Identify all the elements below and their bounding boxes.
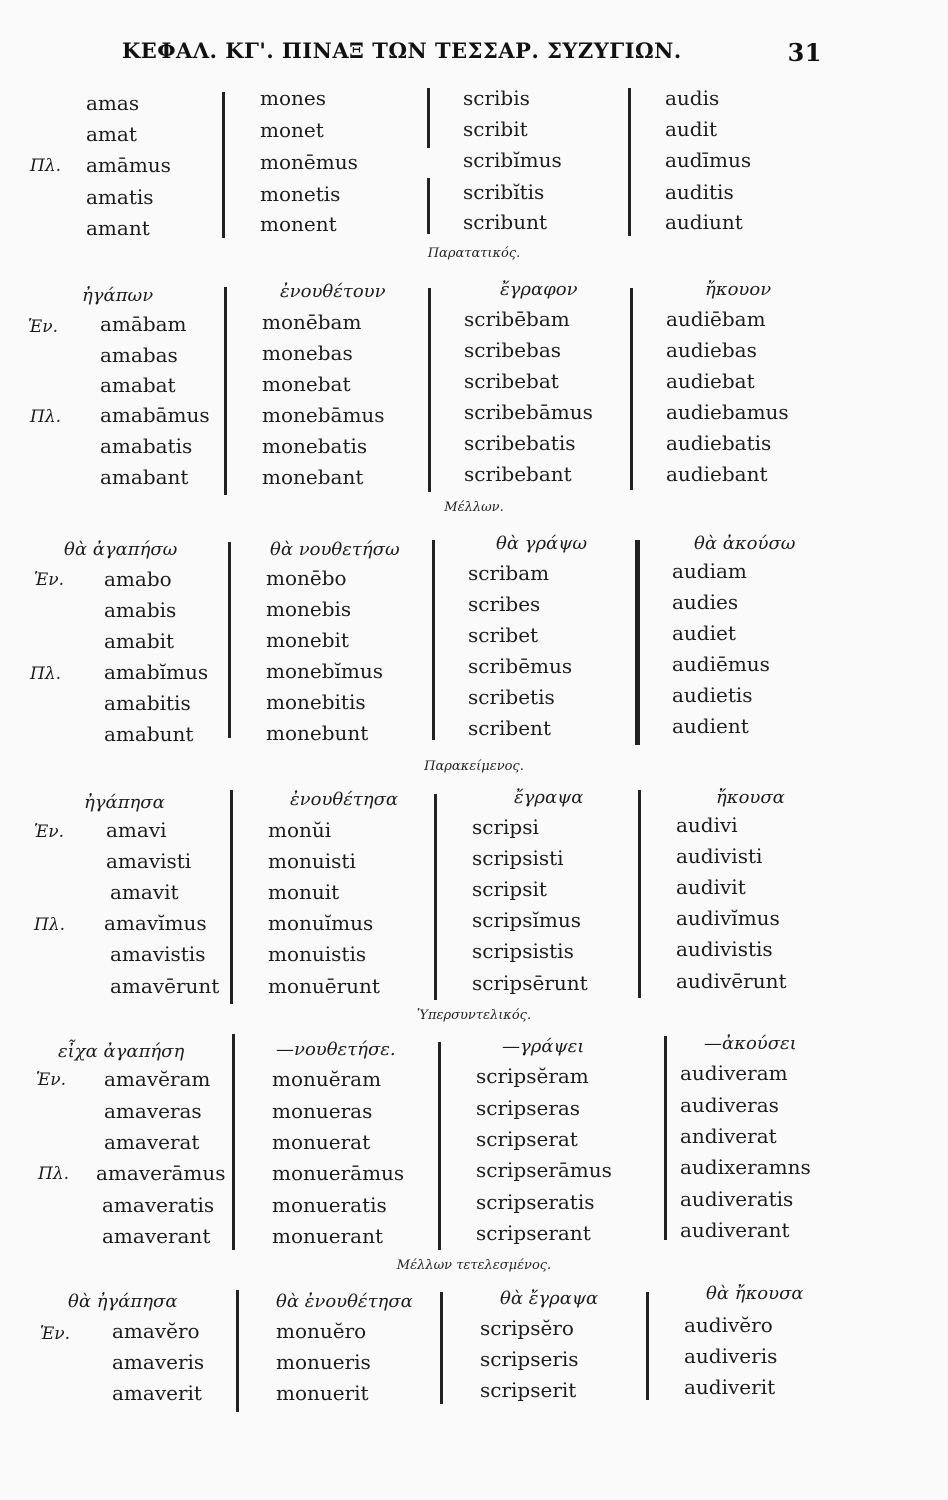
- word: audiveris: [684, 1344, 778, 1368]
- column-rule: [635, 540, 640, 745]
- word: amavĭmus: [104, 911, 207, 935]
- word: auditis: [665, 180, 734, 204]
- column-rule: [664, 1036, 667, 1240]
- word: monuerāmus: [272, 1161, 405, 1185]
- page-number: 31: [787, 38, 822, 67]
- word: monetis: [260, 182, 341, 206]
- word: monuisti: [268, 849, 356, 873]
- greek-gloss: εἶχα ἀγαπήση: [58, 1041, 185, 1062]
- word: amaveris: [112, 1350, 205, 1374]
- greek-gloss: θὰ ἤκουσα: [706, 1283, 804, 1304]
- column-rule: [427, 178, 430, 234]
- word: monŭi: [268, 818, 332, 842]
- word: monebāmus: [262, 403, 385, 427]
- word: monēbam: [262, 310, 362, 334]
- word: audivit: [676, 875, 746, 899]
- word: scribis: [463, 86, 530, 110]
- word: amaveratis: [102, 1193, 215, 1217]
- singular-label: Ἑν.: [34, 570, 65, 590]
- word: audiveratis: [680, 1187, 794, 1211]
- word: scribet: [468, 623, 539, 647]
- word: monuerit: [276, 1381, 369, 1405]
- section-title-future-perfect: Μέλλων τετελεσμένος.: [396, 1258, 552, 1273]
- word: scripserant: [476, 1221, 591, 1245]
- word: monueris: [276, 1350, 371, 1374]
- word: amabitis: [104, 691, 191, 715]
- greek-gloss: ἠγάπησα: [84, 792, 165, 813]
- greek-gloss: ἤκουσα: [716, 787, 785, 808]
- plural-label: Πλ.: [30, 664, 62, 684]
- section-title-future: Μέλλων.: [444, 500, 504, 515]
- word: scribebat: [464, 369, 559, 393]
- word: audies: [672, 590, 739, 614]
- word: audiunt: [665, 210, 743, 234]
- column-rule: [224, 287, 227, 495]
- word: scripseras: [476, 1096, 581, 1120]
- word: monēmus: [260, 150, 358, 174]
- word: amavisti: [106, 849, 192, 873]
- word: amabant: [100, 465, 189, 489]
- greek-gloss: ἐνουθέτουν: [280, 281, 386, 302]
- word: scribebāmus: [464, 400, 593, 424]
- word: amaverant: [102, 1224, 211, 1248]
- word: monuērunt: [268, 974, 380, 998]
- word: scripsi: [472, 815, 539, 839]
- column-rule: [432, 540, 435, 740]
- word: scripsĕram: [476, 1064, 589, 1088]
- plural-label: Πλ.: [34, 915, 66, 935]
- column-rule: [236, 1290, 239, 1412]
- word: audiēmus: [672, 652, 770, 676]
- word: scribĭtis: [463, 180, 545, 204]
- singular-label: Ἑν.: [40, 1324, 71, 1344]
- word: amabas: [100, 343, 178, 367]
- word: monuerant: [272, 1224, 384, 1248]
- word: amabis: [104, 598, 177, 622]
- column-rule: [428, 288, 431, 492]
- word: amavistis: [110, 942, 206, 966]
- word: audiebamus: [666, 400, 789, 424]
- greek-gloss: θὰ ἀκούσω: [694, 533, 796, 554]
- word: scripserat: [476, 1127, 578, 1151]
- column-rule: [232, 1034, 235, 1250]
- word: scribēbam: [464, 307, 570, 331]
- word: amas: [86, 91, 140, 115]
- word: amaverit: [112, 1381, 202, 1405]
- word: amaverat: [104, 1130, 200, 1154]
- word: audivistis: [676, 937, 773, 961]
- word: scripserit: [480, 1378, 577, 1402]
- greek-gloss: ἔγραφον: [500, 279, 578, 300]
- column-rule: [228, 542, 231, 738]
- word: monebunt: [266, 721, 369, 745]
- greek-gloss: θὰ ἔγραψα: [500, 1288, 599, 1309]
- word: audivērunt: [676, 969, 787, 993]
- column-rule: [222, 92, 225, 238]
- word: amaveras: [104, 1099, 202, 1123]
- plural-label: Πλ.: [30, 407, 62, 427]
- greek-gloss: θὰ ἀγαπήσω: [64, 539, 178, 560]
- greek-gloss: ἠγάπων: [82, 285, 154, 306]
- word: amavĕro: [112, 1319, 200, 1343]
- word: scribebant: [464, 462, 572, 486]
- section-title-pluperfect: Ὑπερσυντελικός.: [416, 1008, 532, 1023]
- word: audiet: [672, 621, 736, 645]
- greek-gloss: —γράψει: [502, 1036, 585, 1057]
- word: scribetis: [468, 685, 555, 709]
- word: monebat: [262, 372, 351, 396]
- word: audiebas: [666, 338, 757, 362]
- word: monueras: [272, 1099, 373, 1123]
- singular-label: Ἑν.: [28, 317, 59, 337]
- word: amavĕram: [104, 1067, 211, 1091]
- word: monebitis: [266, 690, 366, 714]
- word: scripsisti: [472, 846, 564, 870]
- word: scribam: [468, 561, 550, 585]
- word: scribes: [468, 592, 541, 616]
- word: audivisti: [676, 844, 763, 868]
- word: audiebant: [666, 462, 768, 486]
- word: monuistis: [268, 942, 367, 966]
- word: monebĭmus: [266, 659, 384, 683]
- word: monuĕro: [276, 1319, 367, 1343]
- word: scripseratis: [476, 1190, 595, 1214]
- word: scripserāmus: [476, 1158, 612, 1182]
- column-rule: [628, 88, 631, 236]
- column-rule: [427, 88, 430, 148]
- plural-label: Πλ.: [38, 1164, 70, 1184]
- word: monēbo: [266, 566, 347, 590]
- word: monent: [260, 212, 337, 236]
- word: amabĭmus: [104, 660, 209, 684]
- word: audiebat: [666, 369, 755, 393]
- greek-gloss: θὰ ἐνουθέτησα: [276, 1291, 413, 1312]
- word: audixeramns: [680, 1155, 811, 1179]
- word: audient: [672, 714, 749, 738]
- greek-gloss: ἔγραψα: [514, 787, 584, 808]
- column-rule: [438, 1042, 441, 1250]
- singular-label: Ἑν.: [34, 822, 65, 842]
- word: amabat: [100, 373, 176, 397]
- greek-gloss: ἐνουθέτησα: [290, 789, 399, 810]
- word: monuit: [268, 880, 340, 904]
- section-title-perfect: Παρακείμενος.: [424, 759, 524, 774]
- word: audiverant: [680, 1218, 790, 1242]
- word: audit: [665, 117, 718, 141]
- word: audivi: [676, 813, 738, 837]
- word: audiveram: [680, 1061, 788, 1085]
- word: monuĭmus: [268, 911, 374, 935]
- word: scripsĕro: [480, 1316, 574, 1340]
- word: mones: [260, 86, 326, 110]
- column-rule: [646, 1292, 649, 1400]
- word: monebit: [266, 628, 349, 652]
- word: amavi: [106, 818, 167, 842]
- column-rule: [440, 1292, 443, 1404]
- word: scribunt: [463, 210, 548, 234]
- word: scribebatis: [464, 431, 576, 455]
- word: amabit: [104, 629, 175, 653]
- column-rule: [434, 794, 437, 1000]
- word: audivĭmus: [676, 906, 780, 930]
- greek-gloss: θὰ γράψω: [496, 533, 588, 554]
- section-title-imperfect: Παρατατικός.: [427, 246, 521, 261]
- word: amābam: [100, 312, 187, 336]
- word: scripsērunt: [472, 971, 588, 995]
- word: monuerat: [272, 1130, 371, 1154]
- word: amabunt: [104, 722, 194, 746]
- word: amabo: [104, 567, 172, 591]
- word: amatis: [86, 185, 154, 209]
- word: amāmus: [86, 153, 171, 177]
- word: audiebatis: [666, 431, 772, 455]
- word: monebatis: [262, 434, 368, 458]
- column-rule: [638, 790, 641, 998]
- word: amabatis: [100, 434, 193, 458]
- singular-label: Ἑν.: [36, 1070, 67, 1090]
- word: scribent: [468, 716, 551, 740]
- word: audiam: [672, 559, 747, 583]
- word: monebas: [262, 341, 353, 365]
- greek-gloss: θὰ νουθετήσω: [270, 539, 400, 560]
- word: audis: [665, 86, 720, 110]
- word: audīmus: [665, 148, 752, 172]
- word: monueratis: [272, 1193, 387, 1217]
- word: monebant: [262, 465, 364, 489]
- word: amaverāmus: [96, 1161, 226, 1185]
- greek-gloss: θὰ ἠγάπησα: [68, 1291, 178, 1312]
- word: monebis: [266, 597, 352, 621]
- plural-label: Πλ.: [30, 156, 62, 176]
- word: scribēmus: [468, 654, 573, 678]
- header-title: ΚΕΦΑΛ. ΚΓ'. ΠΙΝΑΞ ΤΩΝ ΤΕΣΣΑΡ. ΣΥΖΥΓΙΩΝ.: [122, 38, 682, 63]
- word: scribit: [463, 117, 528, 141]
- page-header: [122, 38, 822, 74]
- word: scripsĭmus: [472, 908, 581, 932]
- word: audiēbam: [666, 307, 766, 331]
- column-rule: [230, 790, 233, 1004]
- greek-gloss: —ἀκούσει: [704, 1033, 797, 1054]
- word: monuĕram: [272, 1067, 382, 1091]
- greek-gloss: —νουθετήσε.: [276, 1039, 396, 1060]
- word: scripsistis: [472, 939, 574, 963]
- word: scribĭmus: [463, 148, 562, 172]
- word: monet: [260, 118, 324, 142]
- word: scribebas: [464, 338, 562, 362]
- word: audiverit: [684, 1375, 776, 1399]
- word: scripsit: [472, 877, 547, 901]
- greek-gloss: ἤκουον: [705, 279, 772, 300]
- word: andiverat: [680, 1124, 777, 1148]
- word: audivĕro: [684, 1313, 773, 1337]
- word: amant: [86, 216, 150, 240]
- word: amavērunt: [110, 974, 220, 998]
- word: amavit: [110, 880, 179, 904]
- word: scripseris: [480, 1347, 579, 1371]
- word: audiveras: [680, 1093, 779, 1117]
- word: amat: [86, 122, 137, 146]
- word: amabāmus: [100, 403, 210, 427]
- column-rule: [630, 288, 633, 490]
- word: audietis: [672, 683, 753, 707]
